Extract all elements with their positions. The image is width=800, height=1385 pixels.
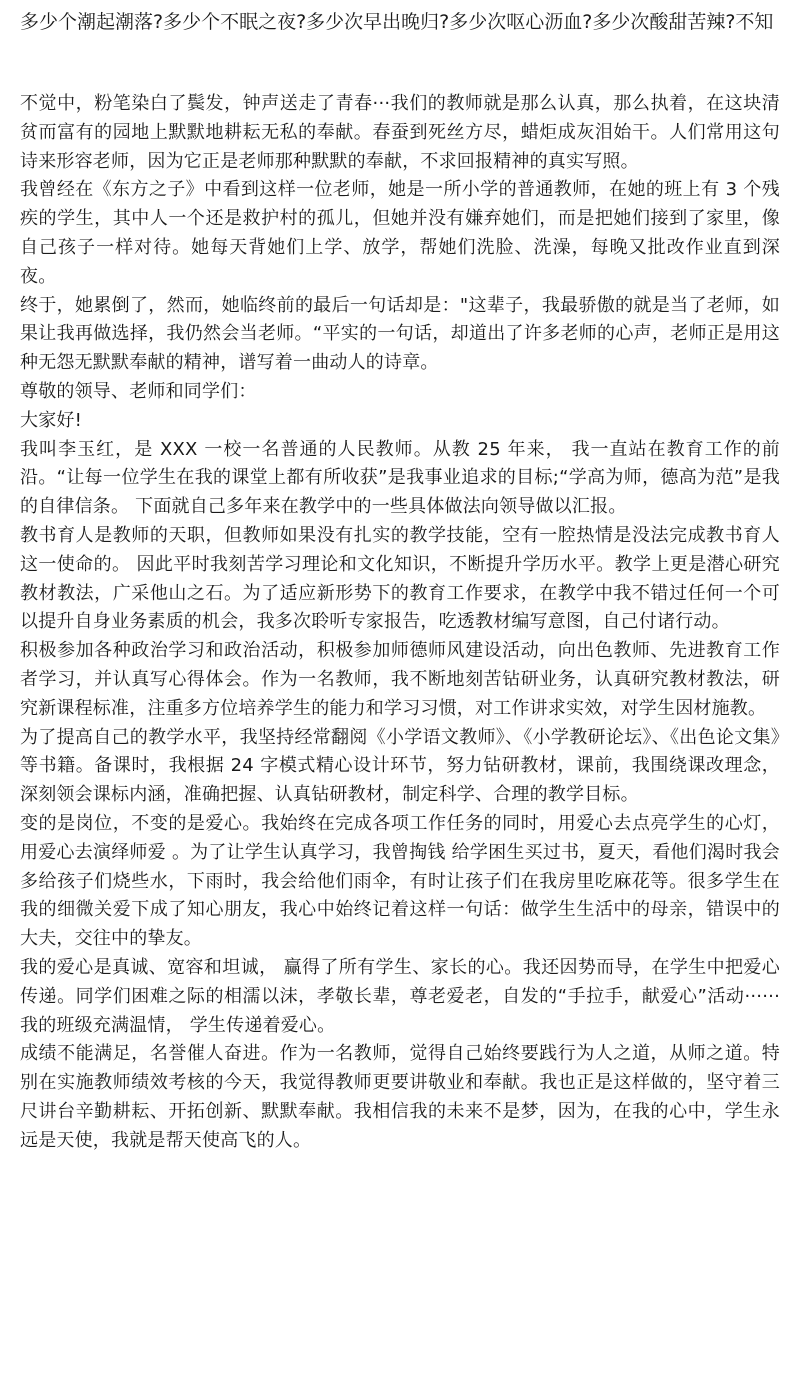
paragraph: 变的是岗位，不变的是爱心。我始终在完成各项工作任务的同时，用爱心去点亮学生的心灯，用爱心去演绎师爱 。为了让学生认真学习，我曾掏钱 给学困生买过书，夏天，看他们渴时我会多给孩子们烧些水，下雨时，我会给他们雨伞，有时让孩子们在我房里吃麻花等。很多学生在我的细微关爱下成了知心朋友，我心中始终记着这样一句话：做学生生活中的母亲，错误中的大夫，交往中的挚友。 [20,812,780,950]
paragraph: 尊敬的领导、老师和同学们： [20,380,257,402]
top-cut-line [20,9,796,35]
paragraph: 我叫李玉红，是 XXX 一校一名普通的人民教师。从教 25 年来， 我一直站在教育工作的前沿。“让每一位学生在我的课堂上都有所收获”是我事业追求的目标;“学高为师，德高为范”是我的自律信条。 下面就自己多年来在教学中的一些具体做法向领导做以汇报。 [20,438,780,518]
paragraph: 我的爱心是真诚、宽容和坦诚， 赢得了所有学生、家长的心。我还因势而导，在学生中把爱心传递。同学们困难之际的相濡以沫，孝敬长辈，尊老爱老，自发的“手拉手，献爱心”活动······我的班级充满温情， 学生传递着爱心。 [20,956,780,1036]
paragraph: 为了提高自己的教学水平，我坚持经常翻阅《小学语文教师》、《小学教研论坛》、《出色论文集》等书籍。备课时，我根据 24 字模式精心设计环节，努力钻研教材，课前，我围绕课改理念，深刻领会课标内涵，准确把握、认真钻研教材，制定科学、合理的教学目标。 [20,726,780,806]
paragraph: 积极参加各种政治学习和政治活动，积极参加师德师风建设活动，向出色教师、先进教育工作者学习，并认真写心得体会。作为一名教师，我不断地刻苦钻研业务，认真研究教材教法，研究新课程标准，注重多方位培养学生的能力和学习习惯，对工作讲求实效，对学生因材施教。 [20,640,780,719]
top-line-text: 多少个潮起潮落?多少个不眠之夜?多少次早出晚归?多少次呕心沥血?多少次酸甜苦辣?不知 [20,11,774,33]
paragraph: 终于，她累倒了，然而，她临终前的最后一句话却是："这辈子，我最骄傲的就是当了老师，如果让我再做选择，我仍然会当老师。“平实的一句话，却道出了许多老师的心声，老师正是用这种无怨无默默奉献的精神，谱写着一曲动人的诗章。 [20,294,780,374]
paragraph: 教书育人是教师的天职，但教师如果没有扎实的教学技能，空有一腔热情是没法完成教书育人这一使命的。 因此平时我刻苦学习理论和文化知识，不断提升学历水平。教学上更是潜心研究教材教法，广采他山之石。为了适应新形势下的教育工作要求，在教学中我不错过任何一个可以提升自身业务素质的机会，我多次聆听专家报告，吃透教材编写意图，自己付诸行动。 [20,524,780,633]
paragraph: 成绩不能满足，名誉催人奋进。作为一名教师，觉得自己始终要践行为人之道，从师之道。特别在实施教师绩效考核的今天，我觉得教师更要讲敬业和奉献。我也正是这样做的，坚守着三尺讲台辛勤耕耘、开拓创新、默默奉献。我相信我的未来不是梦，因为，在我的心中，学生永远是天使，我就是帮天使高飞的人。 [20,1043,780,1151]
paragraph: 我曾经在《东方之子》中看到这样一位老师，她是一所小学的普通教师，在她的班上有 3 个残疾的学生，其中人一个还是救护村的孤儿，但她并没有嫌弃她们，而是把她们接到了家里，像自己孩子一样对待。她每天背她们上学、放学，帮她们洗脸、洗澡，每晚又批改作业直到深夜。 [20,179,780,287]
paragraph: 大家好! [20,409,83,431]
paragraph: 不觉中，粉笔染白了鬓发，钟声送走了青春···我们的教师就是那么认真，那么执着，在这块清贫而富有的园地上默默地耕耘无私的奉献。春蚕到死丝方尽，蜡炬成灰泪始干。人们常用这句诗来形容老师，因为它正是老师那种默默的奉献，不求回报精神的真实写照。 [20,93,780,172]
document-body [20,90,780,1155]
